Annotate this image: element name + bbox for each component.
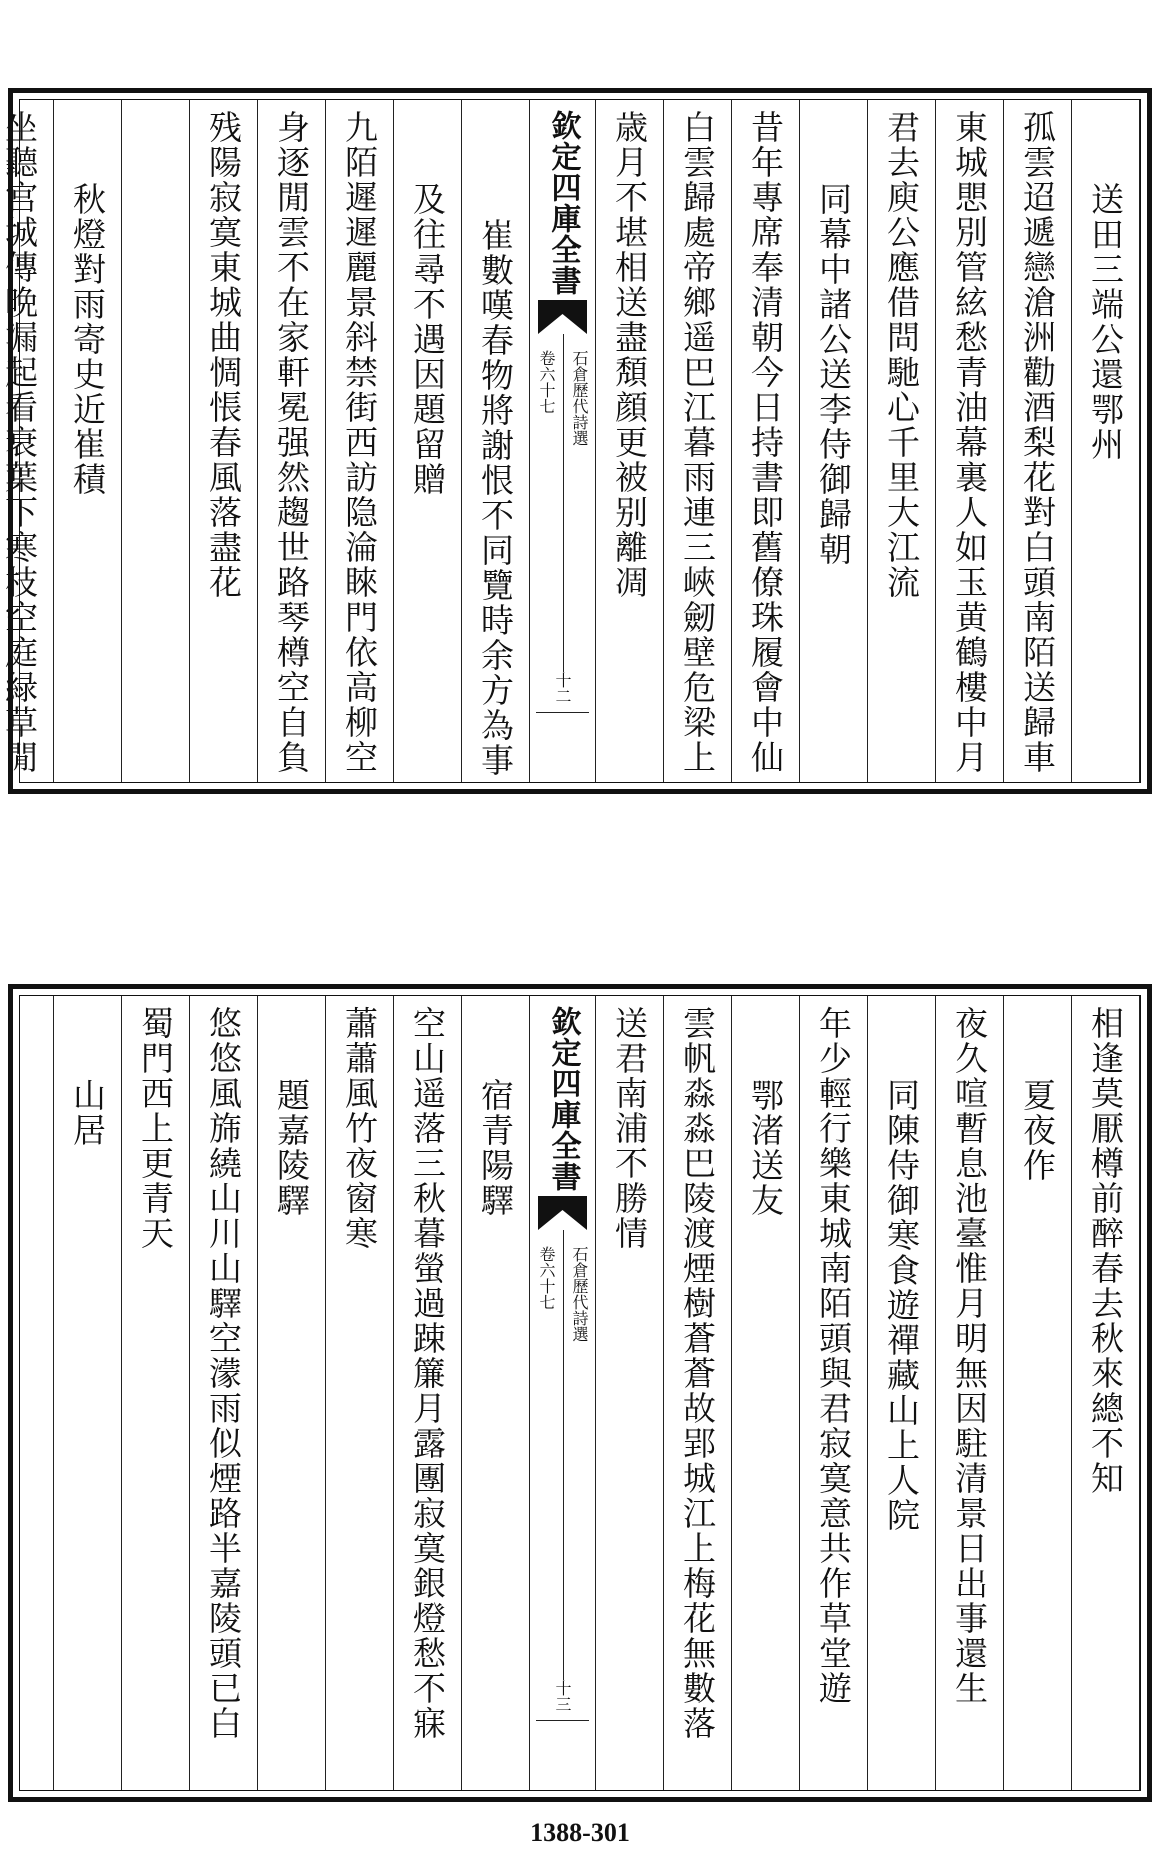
- text-column: [800, 996, 868, 1790]
- text-column: [868, 996, 936, 1790]
- column-text: 悠悠風旆繞山川山驛空濛雨似煙路半嘉陵頭已白: [204, 1006, 243, 1741]
- text-column: [732, 100, 800, 782]
- column-text: 身逐閒雲不在家軒冕强然趨世路琴樽空自負: [272, 110, 311, 775]
- column-text: 山居: [68, 1078, 107, 1148]
- column-text: 崔數嘆春物將謝恨不同覽時余方為事: [476, 218, 515, 778]
- banxin-series-title: 石倉歷代詩選: [570, 1246, 589, 1342]
- text-column: [122, 100, 190, 782]
- text-column: [868, 100, 936, 782]
- column-text: 蜀門西上更青天: [136, 1006, 175, 1251]
- column-text: 残陽寂寞東城曲惆悵春風落盡花: [204, 110, 243, 600]
- column-text: 送田三端公還鄂州: [1086, 182, 1125, 462]
- text-column: [394, 996, 462, 1790]
- banxin-book-title: 欽定四庫全書: [545, 1006, 581, 1192]
- text-column: [936, 100, 1004, 782]
- banxin-book-title: 欽定四庫全書: [545, 110, 581, 296]
- page-panel-top: [0, 88, 1152, 794]
- column-text: 歳月不堪相送盡頽顔更被别離凋: [610, 110, 649, 600]
- text-column: [1072, 100, 1140, 782]
- banxin-volume-number: 卷六十七: [537, 1246, 556, 1310]
- text-column: [258, 100, 326, 782]
- column-text: 九陌遲遲麗景斜禁街西訪隐淪睞門依高柳空: [340, 110, 379, 775]
- fishtail-mark-icon: [538, 300, 587, 334]
- banxin-bottom-rule: [536, 712, 589, 713]
- text-column: [1004, 100, 1072, 782]
- banxin-center-strip: [530, 996, 596, 1790]
- column-grid-top: [0, 99, 1141, 783]
- column-text: 夏夜作: [1018, 1078, 1057, 1183]
- banxin-center-strip: [530, 100, 596, 782]
- column-text: 鄂渚送友: [746, 1078, 785, 1218]
- banxin-bottom-rule: [536, 1720, 589, 1721]
- column-text: 送君南浦不勝情: [610, 1006, 649, 1251]
- text-column: [258, 996, 326, 1790]
- text-column: [0, 100, 54, 782]
- text-column: [190, 996, 258, 1790]
- banxin-volume-number: 卷六十七: [537, 350, 556, 414]
- column-text: 題嘉陵驛: [272, 1078, 311, 1218]
- text-column: [0, 996, 54, 1790]
- text-column: [664, 996, 732, 1790]
- column-text: 蕭蕭風竹夜窗寒: [340, 1006, 379, 1251]
- page-panel-bottom: [8, 984, 1152, 1802]
- column-text: 昔年專席奉清朝今日持書即舊僚珠履會中仙: [746, 110, 785, 775]
- column-text: 白雲歸處帝鄉遥巴江暮雨連三峽劒壁危梁上: [678, 110, 717, 775]
- fishtail-mark-icon: [538, 1196, 587, 1230]
- column-text: 宿青陽驛: [476, 1078, 515, 1218]
- column-text: 秋燈對雨寄史近崔積: [68, 182, 107, 497]
- column-text: 孤雲迢遞戀滄洲勸酒梨花對白頭南陌送歸車: [1018, 110, 1057, 775]
- text-column: [54, 100, 122, 782]
- text-column: [122, 996, 190, 1790]
- text-column: [190, 100, 258, 782]
- text-column: [54, 996, 122, 1790]
- text-column: [664, 100, 732, 782]
- banxin-page-number: 十三: [553, 1680, 572, 1712]
- column-text: 東城愳別管絃愁青油幕裏人如玉黄鶴樓中月: [950, 110, 989, 775]
- column-grid-bottom: [19, 995, 1141, 1791]
- text-column: [1072, 996, 1140, 1790]
- column-text: 夜久喧暫息池臺惟月明無因駐清景日出事還生: [950, 1006, 989, 1706]
- banxin-page-number: 十二: [553, 672, 572, 704]
- column-text: 同幕中諸公送李侍御歸朝: [814, 182, 853, 567]
- text-column: [732, 996, 800, 1790]
- text-column: [936, 996, 1004, 1790]
- column-text: 雲帆淼淼巴陵渡煙樹蒼蒼故郢城江上梅花無數落: [678, 1006, 717, 1741]
- text-column: [800, 100, 868, 782]
- column-text: 相逢莫厭樽前醉春去秋來總不知: [1086, 1006, 1125, 1496]
- text-column: [326, 100, 394, 782]
- page-footer-number: 1388-301: [530, 1818, 630, 1847]
- text-column: [596, 100, 664, 782]
- text-column: [596, 996, 664, 1790]
- banxin-divider-line: [563, 334, 564, 672]
- column-text: 及往尋不遇因題留贈: [408, 182, 447, 497]
- banxin-series-title: 石倉歷代詩選: [570, 350, 589, 446]
- column-text: 同陳侍御寒食遊禪藏山上人院: [882, 1078, 921, 1533]
- column-text: 空山遥落三秋暮螢過踈簾月露團寂寞銀燈愁不寐: [408, 1006, 447, 1741]
- column-text: 坐聽宫城傳晩漏起看衰葉下寒枝空庭緑草閒: [0, 110, 39, 775]
- text-column: [326, 996, 394, 1790]
- text-column: [462, 996, 530, 1790]
- text-column: [394, 100, 462, 782]
- column-text: 君去庾公應借問馳心千里大江流: [882, 110, 921, 600]
- banxin-divider-line: [563, 1230, 564, 1680]
- column-text: 年少輕行樂東城南陌頭與君寂寞意共作草堂遊: [814, 1006, 853, 1706]
- text-column: [462, 100, 530, 782]
- text-column: [1004, 996, 1072, 1790]
